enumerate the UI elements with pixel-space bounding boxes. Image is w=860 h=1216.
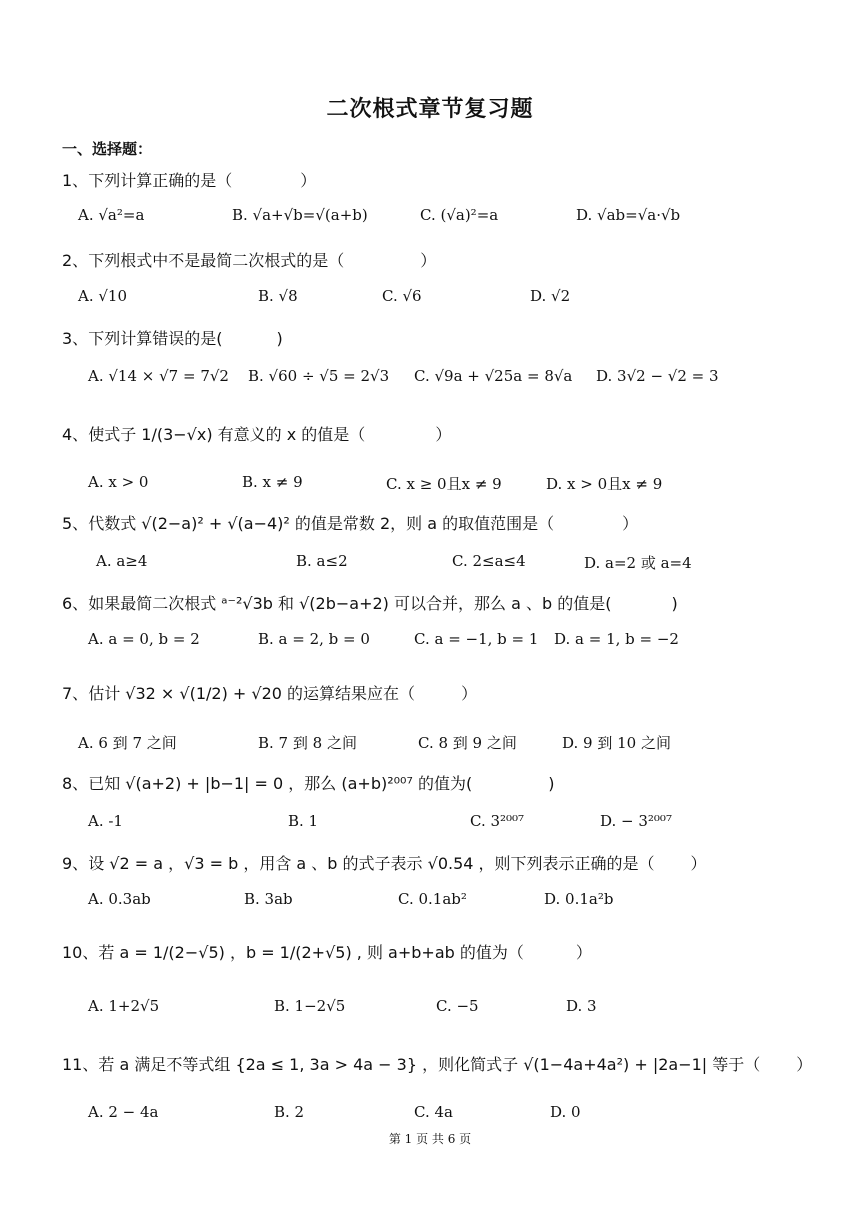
option-d[interactable]: D. a = 1, b = −2 [554, 630, 679, 648]
option-b[interactable]: B. a≤2 [296, 552, 348, 570]
question-stem: 已知 √(a+2) + |b−1| = 0 ，那么 (a+b)²⁰⁰⁷ 的值为( [88, 774, 473, 793]
option-c[interactable]: C. −5 [436, 997, 479, 1015]
option-a[interactable]: A. 1+2√5 [88, 997, 160, 1015]
option-c[interactable]: C. 4a [414, 1103, 453, 1121]
question-number: 2、 [62, 251, 89, 270]
option-c[interactable]: C. 3²⁰⁰⁷ [470, 812, 525, 830]
question-stem: 下列计算正确的是（ [88, 171, 233, 190]
option-a[interactable]: A. 6 到 7 之间 [78, 734, 177, 752]
option-b[interactable]: B. √60 ÷ √5 = 2√3 [248, 367, 390, 385]
question-stem: 若 a = 1/(2−√5) ，b = 1/(2+√5) , 则 a+b+ab 的值为（ [98, 943, 524, 962]
question-stem: 代数式 √(2−a)² + √(a−4)² 的值是常数 2，则 a 的取值范围是（ [88, 514, 555, 533]
option-d[interactable]: D. 0.1a²b [544, 890, 614, 908]
question-11 [62, 1052, 812, 1075]
question-2 [62, 248, 436, 271]
question-8 [62, 771, 554, 794]
options-9 [0, 890, 860, 914]
option-d[interactable]: D. 3 [566, 997, 597, 1015]
option-d[interactable]: D. 0 [550, 1103, 581, 1121]
option-c[interactable]: C. a = −1, b = 1 [414, 630, 539, 648]
option-d[interactable]: D. 3√2 − √2 = 3 [596, 367, 719, 385]
question-5 [62, 511, 638, 534]
answer-paren: ） [796, 1055, 813, 1074]
option-c[interactable]: C. √9a + √25a = 8√a [414, 367, 573, 385]
option-a[interactable]: A. √a²=a [78, 206, 145, 224]
option-b[interactable]: B. x ≠ 9 [242, 473, 303, 491]
option-a[interactable]: A. a≥4 [96, 552, 148, 570]
question-number: 8、 [62, 774, 89, 793]
option-b[interactable]: B. √a+√b=√(a+b) [232, 206, 368, 224]
question-number: 11、 [62, 1055, 99, 1074]
option-c[interactable]: C. x ≥ 0且x ≠ 9 [386, 475, 502, 493]
option-d[interactable]: D. √ab=√a·√b [576, 206, 681, 224]
options-3 [0, 367, 860, 391]
question-6 [62, 591, 678, 614]
question-number: 4、 [62, 425, 89, 444]
answer-paren: ） [435, 425, 452, 444]
option-a[interactable]: A. 0.3ab [88, 890, 151, 908]
option-b[interactable]: B. 2 [274, 1103, 305, 1121]
options-1 [0, 206, 860, 230]
question-4 [62, 422, 451, 445]
option-a[interactable]: A. x > 0 [88, 473, 149, 491]
options-2 [0, 287, 860, 311]
question-number: 9、 [62, 854, 89, 873]
options-5 [0, 552, 860, 576]
option-c[interactable]: C. √6 [382, 287, 422, 305]
answer-paren: ） [575, 943, 592, 962]
page-footer: 第 1 页 共 6 页 [388, 1132, 472, 1146]
question-stem: 设 √2 = a ，√3 = b ，用含 a 、b 的式子表示 √0.54 ，则下列表示正确的是（ [88, 854, 655, 873]
options-6 [0, 630, 860, 654]
option-d[interactable]: D. − 3²⁰⁰⁷ [600, 812, 672, 830]
question-10 [62, 940, 592, 963]
question-number: 5、 [62, 514, 89, 533]
option-b[interactable]: B. 1 [288, 812, 319, 830]
option-a[interactable]: A. -1 [88, 812, 123, 830]
options-7 [0, 732, 860, 756]
page-title: 二次根式章节复习题 [326, 97, 534, 122]
options-8 [0, 812, 860, 836]
option-d[interactable]: D. a=2 或 a=4 [584, 554, 692, 572]
option-c[interactable]: C. 0.1ab² [398, 890, 467, 908]
option-d[interactable]: D. √2 [530, 287, 571, 305]
option-b[interactable]: B. √8 [258, 287, 298, 305]
question-number: 7、 [62, 684, 89, 703]
option-b[interactable]: B. 3ab [244, 890, 293, 908]
option-a[interactable]: A. a = 0, b = 2 [88, 630, 200, 648]
options-10 [0, 997, 860, 1021]
question-stem: 下列根式中不是最简二次根式的是（ [88, 251, 345, 270]
option-a[interactable]: A. √10 [78, 287, 128, 305]
question-number: 3、 [62, 329, 89, 348]
question-number: 1、 [62, 171, 89, 190]
answer-paren: ） [461, 684, 478, 703]
option-d[interactable]: D. x > 0且x ≠ 9 [546, 475, 663, 493]
option-d[interactable]: D. 9 到 10 之间 [562, 734, 671, 752]
option-b[interactable]: B. 7 到 8 之间 [258, 734, 357, 752]
answer-paren: ） [300, 171, 317, 190]
question-3 [62, 326, 283, 349]
answer-paren: ） [420, 251, 437, 270]
section-heading: 一、选择题： [62, 140, 153, 158]
option-a[interactable]: A. √14 × √7 = 7√2 [88, 367, 229, 385]
options-11 [0, 1103, 860, 1127]
option-b[interactable]: B. 1−2√5 [274, 997, 346, 1015]
option-a[interactable]: A. 2 − 4a [88, 1103, 159, 1121]
question-stem: 下列计算错误的是( [88, 329, 223, 348]
option-b[interactable]: B. a = 2, b = 0 [258, 630, 370, 648]
question-7 [62, 681, 477, 704]
option-c[interactable]: C. 2≤a≤4 [452, 552, 526, 570]
answer-paren: ） [622, 514, 639, 533]
question-stem: 如果最简二次根式 ᵃ⁻²√3b 和 √(2b−a+2) 可以合并，那么 a 、b 的值是( [88, 594, 612, 613]
answer-paren: ) [276, 329, 283, 348]
options-4 [0, 473, 860, 497]
answer-paren: ) [671, 594, 678, 613]
answer-paren: ) [548, 774, 555, 793]
option-c[interactable]: C. (√a)²=a [420, 206, 499, 224]
question-stem: 估计 √32 × √(1/2) + √20 的运算结果应在（ [88, 684, 416, 703]
question-9 [62, 851, 707, 874]
question-number: 6、 [62, 594, 89, 613]
answer-paren: ） [690, 854, 707, 873]
option-c[interactable]: C. 8 到 9 之间 [418, 734, 517, 752]
question-1 [62, 168, 316, 191]
question-stem: 使式子 1/(3−√x) 有意义的 x 的值是（ [88, 425, 366, 444]
question-stem: 若 a 满足不等式组 {2a ≤ 1, 3a > 4a − 3} ，则化简式子 √(1−4a+4a²) + |2a−1| 等于（ [98, 1055, 761, 1074]
question-number: 10、 [62, 943, 99, 962]
